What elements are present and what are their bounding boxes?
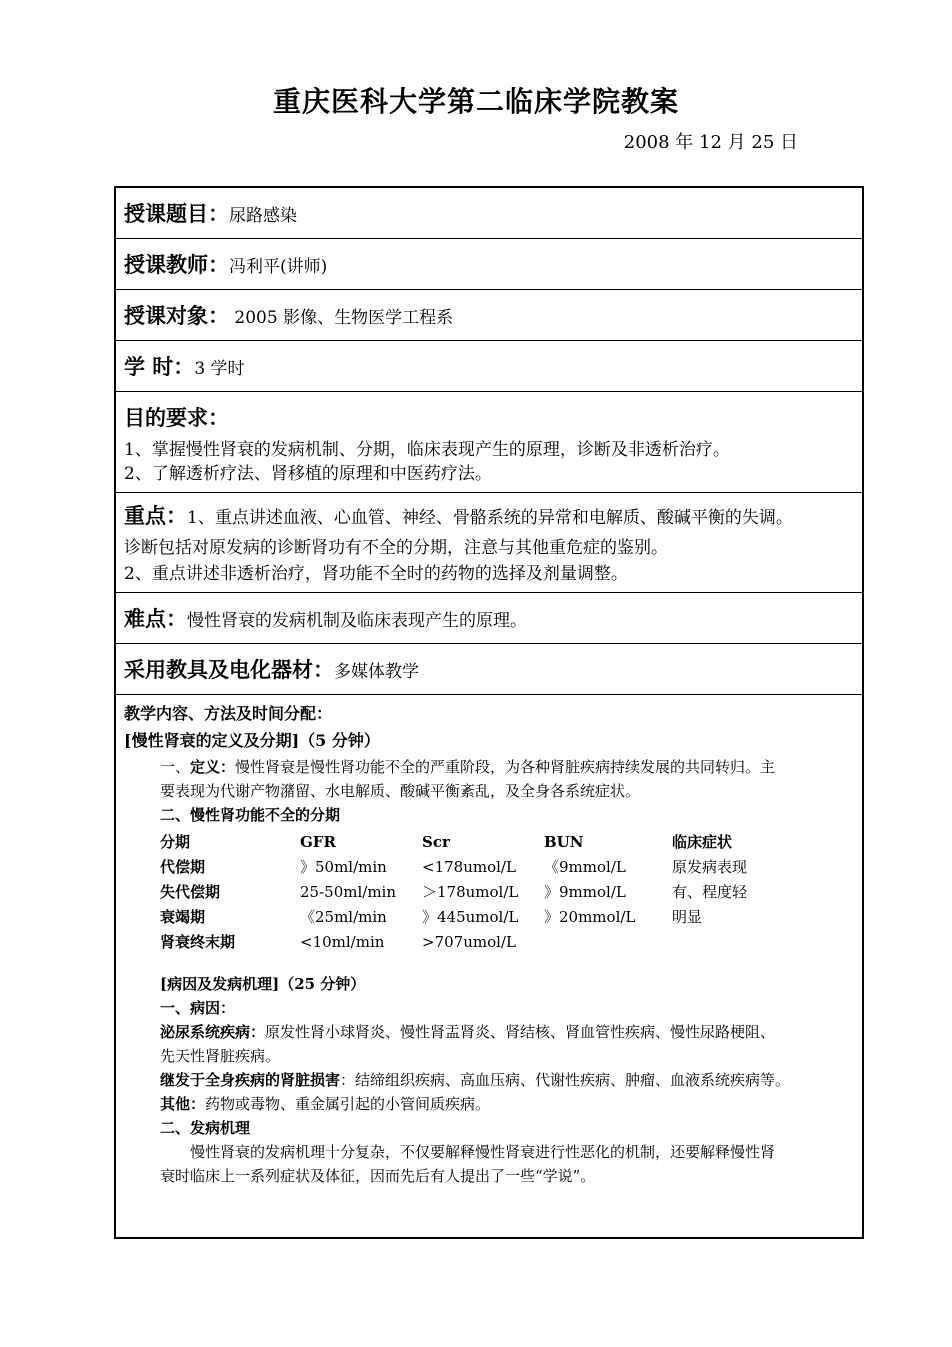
- key-points-line-3: 2、重点讲述非透析治疗，肾功能不全时的药物的选择及剂量调整。: [124, 564, 628, 584]
- audience-row: [116, 290, 862, 341]
- stage-name: 失代偿期: [160, 883, 221, 901]
- difficult-label: 难点：: [124, 606, 187, 631]
- section-1-title: [慢性肾衰的定义及分期]（5 分钟）: [124, 731, 380, 750]
- symptom-value: 有、程度轻: [672, 883, 748, 901]
- document-date: 2008 年 12 月 25 日: [623, 132, 798, 153]
- scr-value: 》445umol/L: [422, 908, 519, 926]
- systemic-text: ：结缔组织疾病、高血压病、代谢性疾病、肿瘤、血液系统疾病等。: [340, 1071, 791, 1089]
- hours-label: 学 时：: [124, 354, 195, 379]
- stage-name: 肾衰终末期: [160, 933, 236, 951]
- urinary-label: 泌尿系统疾病：: [160, 1023, 266, 1041]
- definition-prefix: 一、: [160, 758, 191, 776]
- table-row: [160, 929, 854, 954]
- symptom-value: 明显: [672, 908, 703, 926]
- bun-value: 《9mmol/L: [544, 858, 626, 876]
- table-row: [160, 879, 854, 904]
- section-2-title: [病因及发病机理]（25 分钟）: [160, 975, 366, 993]
- table-row: [160, 854, 854, 879]
- stage-header-cell: Scr: [422, 832, 450, 851]
- gfr-value: 《25ml/min: [300, 908, 387, 926]
- equipment-row: [116, 644, 862, 695]
- topic-label: 授课题目：: [124, 201, 229, 226]
- audience-label: 授课对象：: [124, 303, 229, 328]
- goals-label: 目的要求：: [124, 405, 229, 430]
- systemic-label: 继发于全身疾病的肾脏损害: [160, 1071, 341, 1089]
- teacher-value: 冯利平(讲师): [229, 256, 328, 277]
- goals-line-2: 2、了解透析疗法、肾移植的原理和中医药疗法。: [124, 464, 492, 484]
- hours-row: [116, 341, 862, 392]
- goals-row: [116, 392, 862, 493]
- teacher-row: [116, 239, 862, 290]
- content-row: [116, 695, 862, 1237]
- stage-header-cell: GFR: [300, 832, 336, 851]
- mechanism-heading: 二、发病机理: [160, 1119, 251, 1137]
- difficult-row: [116, 593, 862, 644]
- scr-value: >707umol/L: [422, 932, 516, 951]
- goals-line-1: 1、掌握慢性肾衰的发病机制、分期，临床表现产生的原理，诊断及非透析治疗。: [124, 440, 730, 460]
- other-text: 药物或毒物、重金属引起的小管间质疾病。: [205, 1095, 491, 1113]
- bun-value: 》20mmol/L: [544, 908, 636, 926]
- stage-name: 衰竭期: [160, 908, 206, 926]
- stage-header-cell: 分期: [160, 833, 191, 851]
- lesson-plan-table: [114, 186, 864, 1239]
- teacher-label: 授课教师：: [124, 252, 229, 277]
- document-title: 重庆医科大学第二临床学院教案: [272, 85, 679, 118]
- cause-heading: 一、病因：: [160, 999, 236, 1017]
- equipment-label: 采用教具及电化器材：: [124, 657, 334, 682]
- definition-text-1: 慢性肾衰是慢性肾功能不全的严重阶段，为各种肾脏疾病持续发展的共同转归。主: [235, 758, 776, 776]
- mechanism-text-2: 衰时临床上一系列症状及体征，因而先后有人提出了一些“学说”。: [160, 1167, 596, 1185]
- content-heading: 教学内容、方法及时间分配：: [124, 704, 333, 723]
- other-label: 其他：: [160, 1095, 206, 1113]
- symptom-value: 原发病表现: [672, 858, 748, 876]
- key-points-label: 重点：: [124, 503, 187, 528]
- audience-value: 2005 影像、生物医学工程系: [229, 307, 454, 328]
- mechanism-text-1: 慢性肾衰的发病机理十分复杂，不仅要解释慢性肾衰进行性恶化的机制，还要解释慢性肾: [190, 1143, 776, 1161]
- difficult-value: 慢性肾衰的发病机制及临床表现产生的原理。: [187, 610, 527, 631]
- gfr-value: 25-50ml/min: [300, 882, 396, 901]
- equipment-value: 多媒体教学: [334, 661, 419, 682]
- topic-value: 尿路感染: [229, 205, 297, 226]
- scr-value: ＞178umol/L: [422, 883, 519, 901]
- stage-name: 代偿期: [160, 858, 206, 876]
- definition-text-2: 要表现为代谢产物潴留、水电解质、酸碱平衡紊乱，及全身各系统症状。: [160, 782, 641, 800]
- key-points-row: [116, 493, 862, 593]
- stage-header-cell: BUN: [544, 832, 584, 851]
- stage-table-header: [160, 829, 854, 854]
- topic-row: [116, 188, 862, 239]
- urinary-text-1: 原发性肾小球肾炎、慢性肾盂肾炎、肾结核、肾血管性疾病、慢性尿路梗阻、: [265, 1023, 776, 1041]
- key-points-line-2: 诊断包括对原发病的诊断肾功有不全的分期，注意与其他重危症的鉴别。: [124, 538, 668, 558]
- key-points-line-1: 1、重点讲述血液、心血管、神经、骨骼系统的异常和电解质、酸碱平衡的失调。: [187, 508, 793, 528]
- bun-value: 》9mmol/L: [544, 883, 626, 901]
- urinary-text-2: 先天性肾脏疾病。: [160, 1047, 281, 1065]
- table-row: [160, 904, 854, 929]
- scr-value: <178umol/L: [422, 857, 516, 876]
- hours-value: 3 学时: [194, 358, 245, 379]
- stage-table: [160, 829, 854, 954]
- stage-heading: 二、慢性肾功能不全的分期: [160, 806, 341, 824]
- stage-header-cell: 临床症状: [672, 833, 733, 851]
- gfr-value: <10ml/min: [300, 932, 385, 951]
- definition-label: 定义：: [190, 758, 236, 776]
- gfr-value: 》50ml/min: [300, 858, 387, 876]
